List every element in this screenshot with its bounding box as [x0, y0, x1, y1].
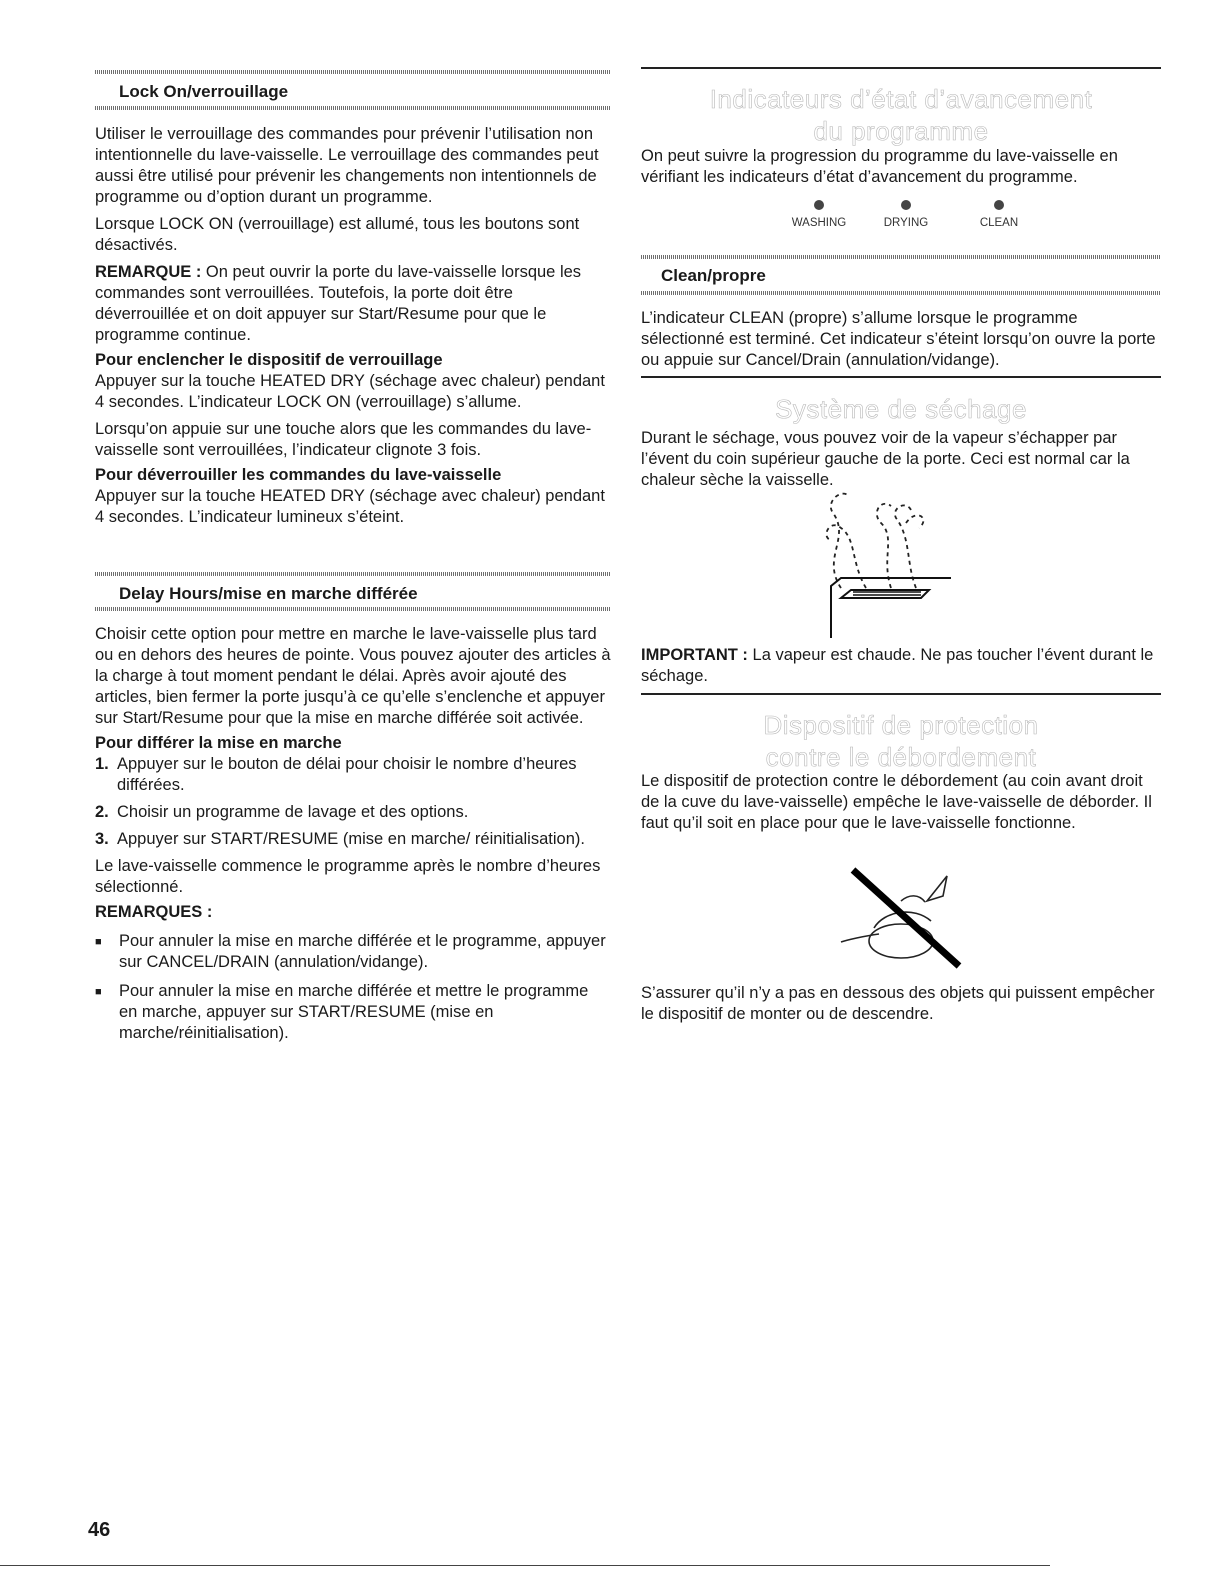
float-obstruction-icon — [839, 866, 964, 971]
list-item: ■ Pour annuler la mise en marche différée et le programme, appuyer sur CANCEL/DRAIN (annulation/vidange). — [95, 932, 606, 971]
list-item: 2. Choisir un programme de lavage et des options. — [95, 803, 469, 821]
lock-paragraph: Appuyer sur la touche HEATED DRY (séchage avec chaleur) pendant 4 secondes. L’indicateur LOCK ON (verrouillage) s’allume. — [95, 372, 605, 411]
important-label: IMPORTANT : — [641, 646, 748, 664]
lock-section-body — [95, 124, 611, 528]
delay-subheading: Pour différer la mise en marche — [95, 734, 342, 752]
indicator-light-icon — [901, 200, 911, 210]
clean-section-title: Clean/propre — [661, 266, 766, 285]
section-divider — [641, 291, 1161, 295]
bullet-icon: ■ — [95, 936, 102, 948]
section-divider — [95, 572, 611, 576]
status-paragraph: On peut suivre la progression du programme du lave-vaisselle en vérifiant les indicateurs d’état d’avancement du programme. — [641, 147, 1118, 186]
indicator-light-icon — [814, 200, 824, 210]
steam-vent-illustration — [811, 478, 981, 638]
note-text: On peut ouvrir la porte du lave-vaisselle lorsque les commandes sont verrouillées. Toutefois, la porte doit être déverrouillée et on doit appuyer sur Start/Resume pour que le programme continue. — [95, 263, 582, 344]
lock-paragraph: Lorsqu’on appuie sur une touche alors que les commandes du lave-vaisselle sont verrouillées, l’indicateur clignote 3 fois. — [95, 420, 592, 459]
indicator-clean: CLEAN — [959, 200, 1039, 229]
section-rule — [641, 693, 1161, 695]
drying-section-title: Système de séchage — [775, 394, 1027, 424]
delay-paragraph: Le lave-vaisselle commence le programme après le nombre d’heures sélectionné. — [95, 857, 601, 896]
delay-section-title: Delay Hours/mise en marche différée — [119, 584, 418, 603]
indicator-washing: WASHING — [779, 200, 859, 229]
section-divider — [95, 70, 611, 74]
clean-paragraph: L’indicateur CLEAN (propre) s’allume lorsque le programme sélectionné est terminé. Cet indicateur s’éteint lorsqu’on ouvre la porte ou appuie sur Cancel/Drain (annulation/vidange). — [641, 309, 1156, 369]
delay-paragraph: Choisir cette option pour mettre en marche le lave-vaisselle plus tard ou en dehors des heures de pointe. Vous pouvez ajouter des articles à la charge à tout moment pendant le délai. Après avoir ajouté des articles, bien fermer la porte jusqu’à ce qu’elle s’enclenche et appuyer sur Start/Resume pour que la mise en marche différée soit activée. — [95, 625, 611, 727]
bullet-icon: ■ — [95, 986, 102, 998]
lock-subheading: Pour enclencher le dispositif de verrouillage — [95, 351, 443, 369]
page-number: 46 — [88, 1519, 111, 1541]
important-text: La vapeur est chaude. Ne pas toucher l’évent durant le séchage. — [641, 646, 1154, 685]
indicator-drying: DRYING — [866, 200, 946, 229]
unlock-subheading: Pour déverrouiller les commandes du lave-vaisselle — [95, 466, 502, 484]
bottom-border — [0, 1565, 1050, 1566]
lock-paragraph: Appuyer sur la touche HEATED DRY (séchage avec chaleur) pendant 4 secondes. L’indicateur lumineux s’éteint. — [95, 487, 605, 526]
lock-note — [95, 262, 611, 346]
status-section-title: Indicateurs d’état d’avancement du programme — [709, 84, 1093, 146]
overflow-section-title: Dispositif de protection contre le débordement — [763, 710, 1039, 772]
list-item: 3. Appuyer sur START/RESUME (mise en marche/ réinitialisation). — [95, 830, 585, 848]
drying-paragraph: Durant le séchage, vous pouvez voir de la vapeur s’échapper par l’évent du coin supérieur gauche de la porte. Ceci est normal car la chaleur sèche la vaisselle. — [641, 429, 1130, 489]
overflow-paragraph: S’assurer qu’il n’y a pas en dessous des objets qui puissent empêcher le dispositif de monter ou de descendre. — [641, 984, 1155, 1023]
section-divider — [641, 255, 1161, 259]
indicator-light-icon — [994, 200, 1004, 210]
section-rule — [641, 376, 1161, 378]
section-divider — [95, 607, 611, 611]
lock-section-title: Lock On/verrouillage — [119, 82, 289, 101]
overflow-paragraph: Le dispositif de protection contre le débordement (au coin avant droit de la cuve du lave-vaisselle) empêche le lave-vaisselle de déborder. Il faut qu’il soit en place pour que le lave-vaisselle fonctionne. — [641, 772, 1152, 832]
notes-label: REMARQUES : — [95, 903, 213, 921]
delay-section-body — [95, 624, 611, 1044]
list-item: 1. Appuyer sur le bouton de délai pour choisir le nombre d’heures différées. — [95, 755, 577, 794]
lock-paragraph: Lorsque LOCK ON (verrouillage) est allumé, tous les boutons sont désactivés. — [95, 215, 580, 254]
note-label: REMARQUE : — [95, 263, 202, 281]
lock-paragraph: Utiliser le verrouillage des commandes pour prévenir l’utilisation non intentionnelle du lave-vaisselle. Le verrouillage des commandes peut aussi être utilisé pour prévenir les changements non intentionnels de programme ou d’option durant un programme. — [95, 125, 599, 206]
section-rule — [641, 67, 1161, 69]
important-note — [641, 645, 1161, 687]
section-divider — [95, 106, 611, 110]
list-item: ■ Pour annuler la mise en marche différée et mettre le programme en marche, appuyer sur START/RESUME (mise en marche/réinitialisation). — [95, 982, 589, 1042]
